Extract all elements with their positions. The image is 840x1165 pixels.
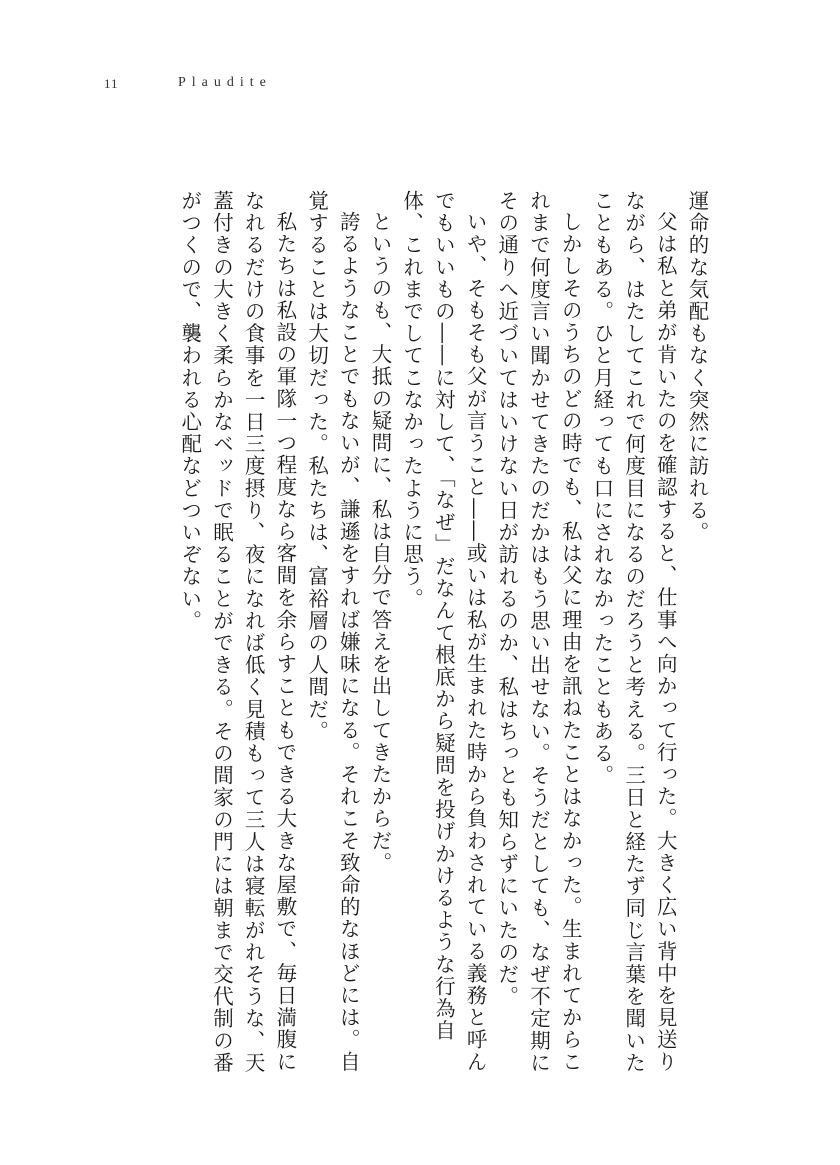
page-number: 11 [104, 76, 119, 91]
paragraph: いや、そもそも父が言うこと――或いは私が生まれた時から負わされている義務と呼んでもいいもの――に対して、「なぜ」だなんて根底から疑問を投げかけるような行為自体、これまでしてこなかったように思う。 [399, 190, 488, 1073]
book-title: Plaudite [178, 75, 272, 90]
paragraph: 誇るようなことでもないが、謙遜をすれば嫌味になる。それこそ致命的なほどには。自覚することは大切だった。私たちは、富裕層の人間だ。 [304, 190, 361, 1073]
paragraph: 私たちは私設の軍隊一つ程度なら客間を余らすこともできる大きな屋敷で、毎日満腹になれるだけの食事を一日三度摂り、夜になれば低く見積もって三人は寝転がれそうな、天蓋付きの大きく柔らかなベッドで眠ることができる。その間家の門には朝まで交代制の番がつくので、襲われる心配などついぞない。 [177, 190, 297, 1074]
paragraph: 運命的な気配もなく突然に訪れる。 [685, 190, 709, 544]
vertical-body-text [92, 190, 712, 1080]
paragraph: しかしそのうちのどの時でも、私は父に理由を訊ねたことはなかった。生まれてからこれまで何度言い聞かせてきたのだかはもう思い出せない。そうだとしても、なぜ不定期にその通りへ近づいてはいけない日が訪れるのか、私はちっとも知らずにいたのだ。 [494, 190, 583, 1074]
paragraph: 父は私と弟が肯いたのを確認すると、仕事へ向かって行った。大きく広い背中を見送りながら、はたしてこれで何度目になるのだろうと考える。三日と経たず同じ言葉を聞いたこともある。ひと月経っても口にされなかったこともある。 [589, 190, 678, 1074]
paragraph: というのも、大抵の疑問に、私は自分で答えを出してきたからだ。 [367, 210, 392, 874]
